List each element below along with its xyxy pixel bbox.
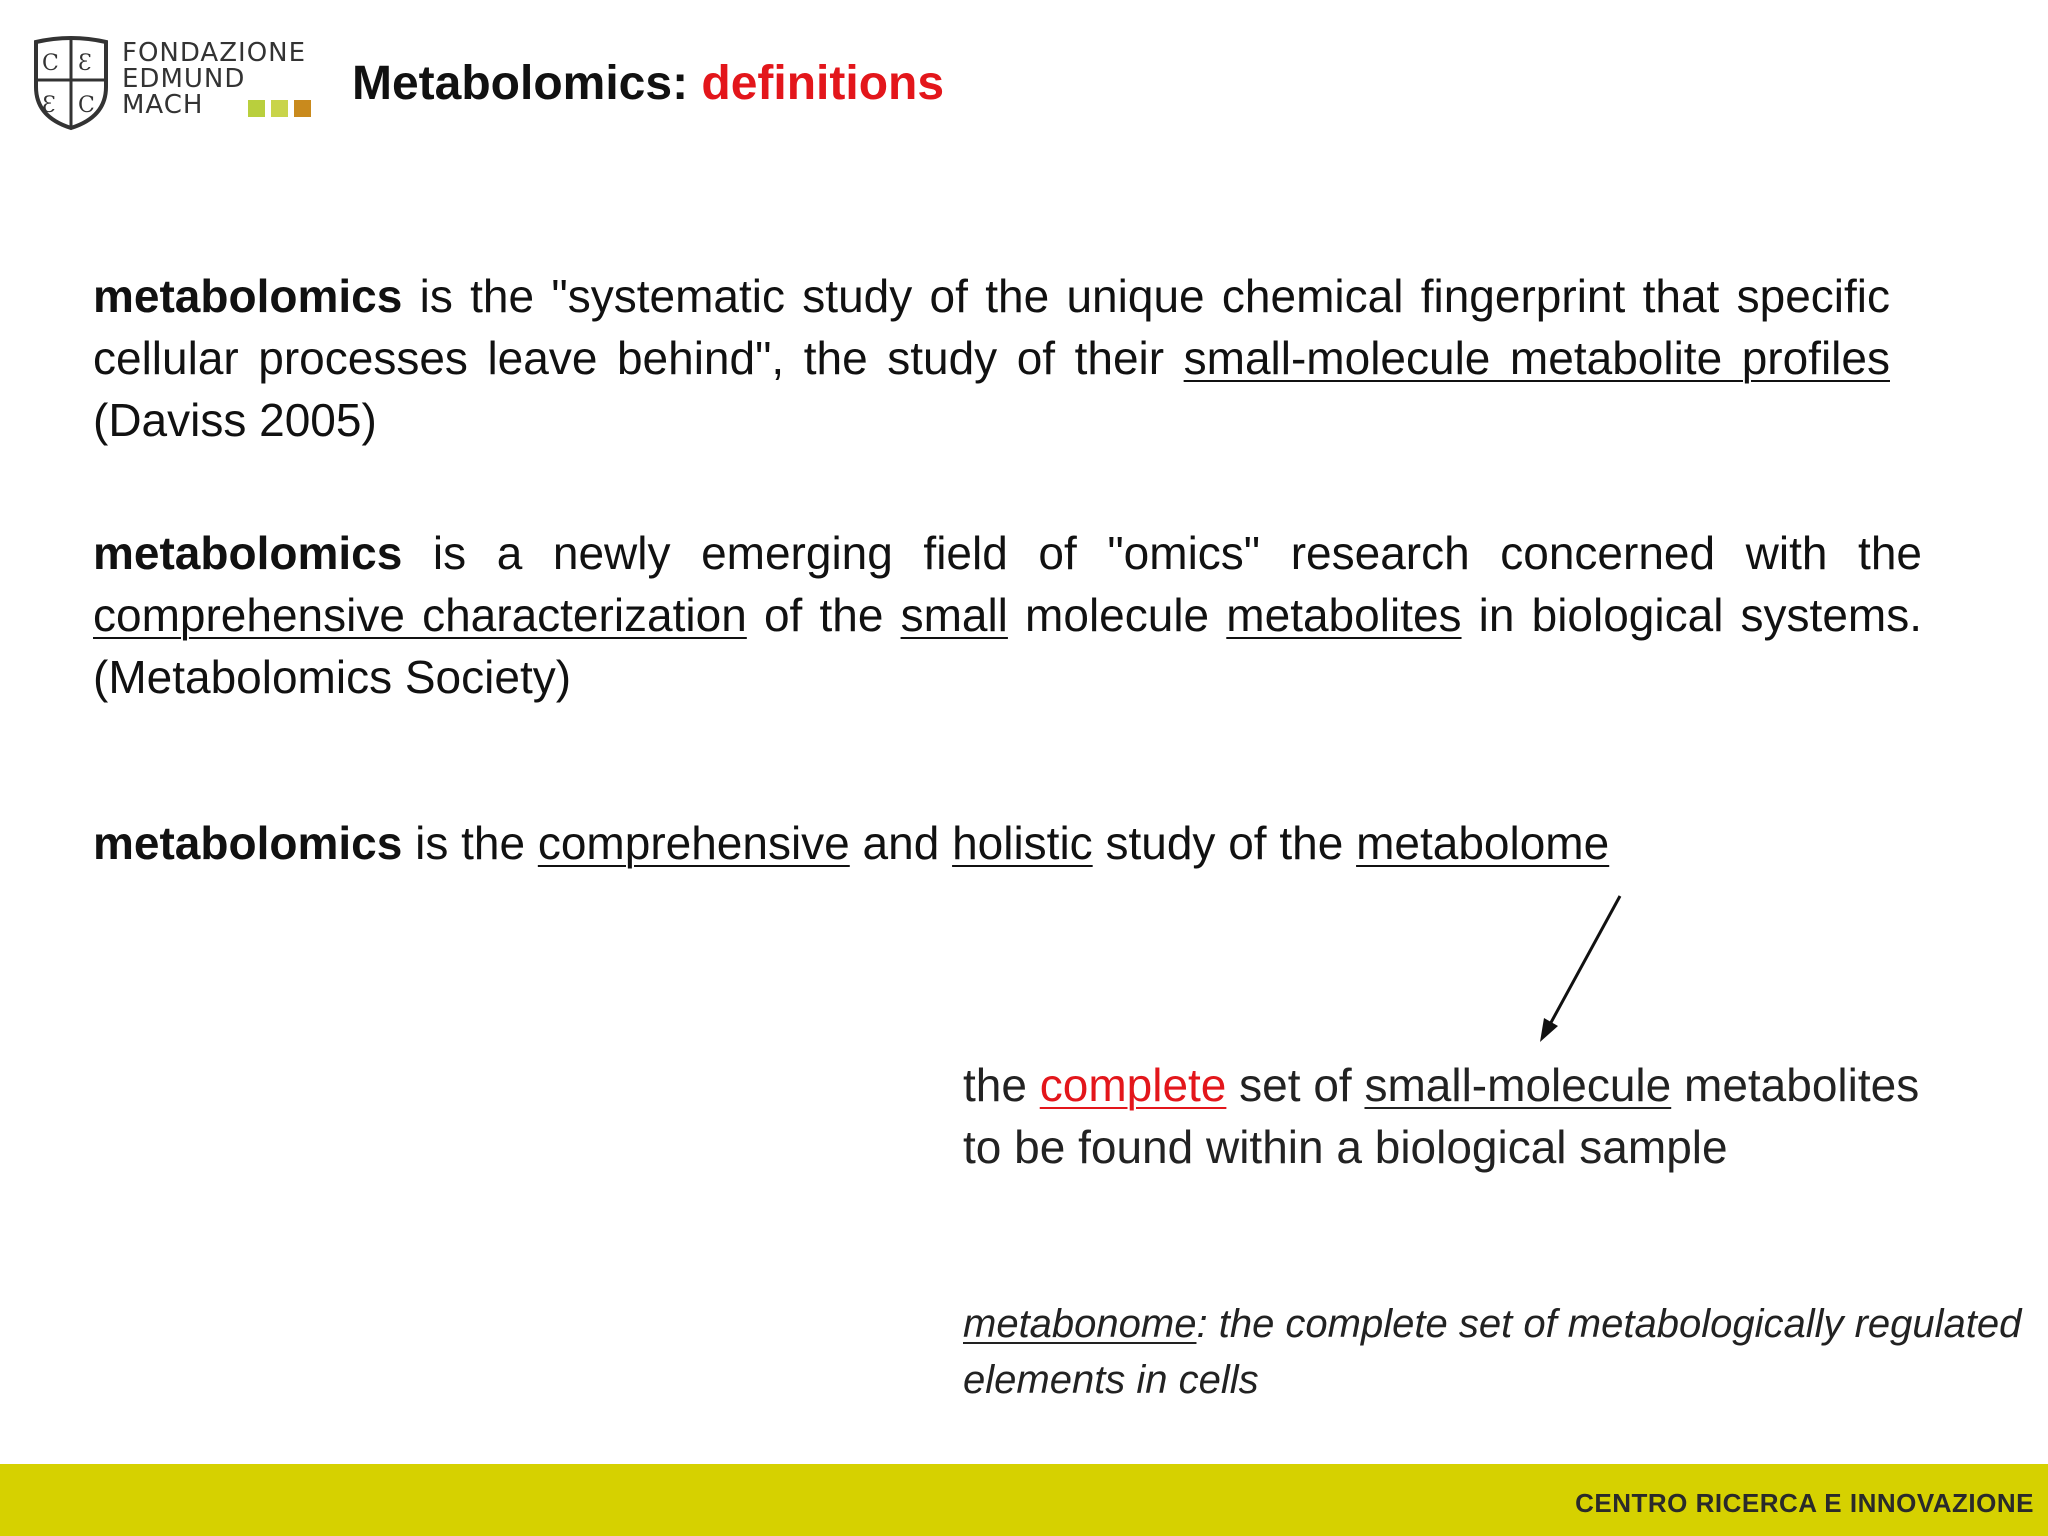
definition1-underlined: small-molecule metabolite profiles (1183, 332, 1890, 384)
metabolome-complete: complete (1039, 1059, 1227, 1111)
logo-square-3 (294, 100, 311, 117)
definition3-underlined-3: metabolome (1356, 817, 1610, 869)
definition3-text-c: study of the (1092, 817, 1357, 869)
definition2-text-a: is a newly emerging field of "omics" research concerned with the (402, 527, 1922, 579)
definition2-text-d: in biological systems. (Metabolomics Society) (93, 589, 1923, 703)
svg-text:C: C (42, 51, 59, 76)
svg-text:Ɛ: Ɛ (78, 51, 92, 76)
metabonome-term: metabonome (963, 1302, 1197, 1346)
definition3-text-a: is the (402, 817, 538, 869)
arrow-icon (1530, 890, 1630, 1050)
definition-paragraph-3 (93, 812, 1890, 874)
definition2-text-b: of the (746, 589, 901, 641)
definition2-underlined-3: metabolites (1226, 589, 1462, 641)
term-metabolomics: metabolomics (93, 817, 403, 869)
fondazione-logo (30, 28, 330, 138)
crest-icon (30, 32, 112, 132)
term-metabolomics: metabolomics (93, 270, 403, 322)
svg-text:Ɛ: Ɛ (42, 93, 56, 118)
definition-paragraph-2 (93, 522, 1922, 708)
metabolome-small-molecule: small-molecule (1364, 1059, 1672, 1111)
definition1-text-a: is the "systematic study of the unique chemical fingerprint that specific cellular processes leave behind", the study of their (93, 270, 1890, 384)
footer-label: CENTRO RICERCA E INNOVAZIONE (1575, 1488, 2034, 1518)
svg-text:C: C (78, 93, 95, 118)
definition2-text-c: molecule (1007, 589, 1227, 641)
metabolome-text-c: metabolites to be found within a biological sample (963, 1059, 1920, 1173)
slide-title (352, 56, 944, 112)
definition2-underlined-2: small (900, 589, 1008, 641)
title-highlight: definitions (701, 57, 945, 110)
logo-line-2: EDMUND (122, 64, 246, 94)
definition1-text-b: (Daviss 2005) (93, 394, 377, 446)
metabolome-definition (963, 1054, 1963, 1178)
logo-line-1: FONDAZIONE (122, 38, 307, 68)
definition2-underlined-1: comprehensive characterization (93, 589, 747, 641)
metabonome-definition (963, 1296, 2023, 1408)
definition3-underlined-1: comprehensive (537, 817, 850, 869)
definition3-text-b: and (849, 817, 953, 869)
definition-paragraph-1 (93, 265, 1890, 451)
title-prefix: Metabolomics: (352, 57, 702, 110)
metabonome-text: : the complete set of metabologically regulated elements in cells (963, 1302, 2022, 1402)
metabolome-text-a: the (963, 1059, 1040, 1111)
logo-line-3: MACH (122, 90, 204, 120)
metabolome-text-b: set of (1226, 1059, 1365, 1111)
definition3-underlined-2: holistic (952, 817, 1093, 869)
logo-square-2 (271, 100, 288, 117)
logo-color-squares (248, 100, 311, 117)
footer-bar (0, 1464, 2048, 1536)
logo-square-1 (248, 100, 265, 117)
term-metabolomics: metabolomics (93, 527, 403, 579)
